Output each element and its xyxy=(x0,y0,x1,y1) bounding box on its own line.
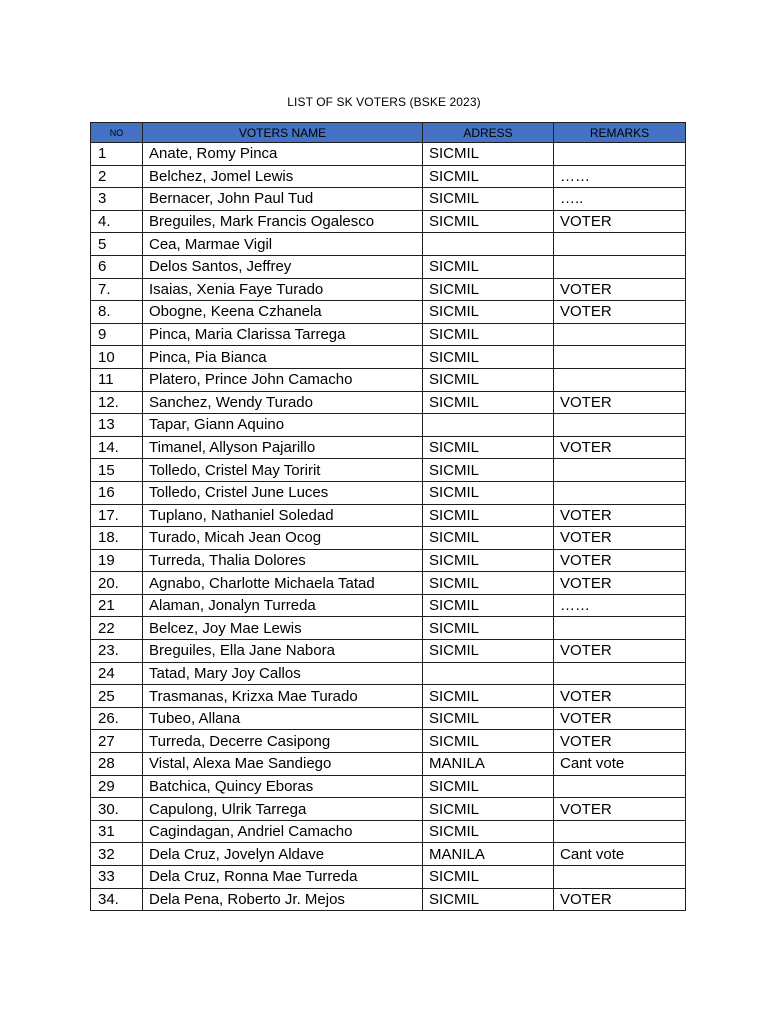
cell-voter-name: Tuplano, Nathaniel Soledad xyxy=(143,504,423,527)
cell-voter-name: Sanchez, Wendy Turado xyxy=(143,391,423,414)
cell-address: SICMIL xyxy=(423,459,554,482)
cell-remarks: VOTER xyxy=(554,504,686,527)
cell-no: 13 xyxy=(91,414,143,437)
cell-voter-name: Dela Cruz, Jovelyn Aldave xyxy=(143,843,423,866)
cell-address: SICMIL xyxy=(423,436,554,459)
table-row xyxy=(91,820,686,843)
cell-address: SICMIL xyxy=(423,888,554,911)
cell-no: 29 xyxy=(91,775,143,798)
cell-address: SICMIL xyxy=(423,346,554,369)
cell-no: 14. xyxy=(91,436,143,459)
cell-no: 28 xyxy=(91,753,143,776)
cell-voter-name: Agnabo, Charlotte Michaela Tatad xyxy=(143,572,423,595)
table-row xyxy=(91,143,686,166)
cell-no: 2 xyxy=(91,165,143,188)
table-row xyxy=(91,436,686,459)
cell-voter-name: Cagindagan, Andriel Camacho xyxy=(143,820,423,843)
cell-voter-name: Trasmanas, Krizxa Mae Turado xyxy=(143,685,423,708)
cell-voter-name: Tolledo, Cristel May Toririt xyxy=(143,459,423,482)
cell-address: SICMIL xyxy=(423,572,554,595)
cell-voter-name: Tapar, Giann Aquino xyxy=(143,414,423,437)
table-row xyxy=(91,301,686,324)
cell-voter-name: Bernacer, John Paul Tud xyxy=(143,188,423,211)
cell-remarks xyxy=(554,617,686,640)
cell-address: SICMIL xyxy=(423,594,554,617)
cell-address: SICMIL xyxy=(423,549,554,572)
cell-address: SICMIL xyxy=(423,730,554,753)
cell-remarks: VOTER xyxy=(554,436,686,459)
cell-no: 3 xyxy=(91,188,143,211)
cell-address: SICMIL xyxy=(423,617,554,640)
cell-remarks: VOTER xyxy=(554,730,686,753)
header-voters-name: VOTERS NAME xyxy=(143,123,423,143)
cell-no: 22 xyxy=(91,617,143,640)
cell-remarks: VOTER xyxy=(554,640,686,663)
cell-voter-name: Breguiles, Ella Jane Nabora xyxy=(143,640,423,663)
cell-voter-name: Isaias, Xenia Faye Turado xyxy=(143,278,423,301)
table-row xyxy=(91,414,686,437)
header-no: NO xyxy=(91,123,143,143)
table-row xyxy=(91,866,686,889)
cell-address: SICMIL xyxy=(423,527,554,550)
cell-address: SICMIL xyxy=(423,255,554,278)
cell-remarks xyxy=(554,481,686,504)
cell-voter-name: Anate, Romy Pinca xyxy=(143,143,423,166)
cell-voter-name: Batchica, Quincy Eboras xyxy=(143,775,423,798)
table-row xyxy=(91,504,686,527)
table-row xyxy=(91,278,686,301)
cell-voter-name: Pinca, Pia Bianca xyxy=(143,346,423,369)
cell-remarks: VOTER xyxy=(554,210,686,233)
cell-voter-name: Belcez, Joy Mae Lewis xyxy=(143,617,423,640)
cell-address xyxy=(423,414,554,437)
cell-no: 16 xyxy=(91,481,143,504)
cell-remarks: …… xyxy=(554,165,686,188)
cell-remarks xyxy=(554,820,686,843)
cell-remarks xyxy=(554,414,686,437)
cell-address: SICMIL xyxy=(423,820,554,843)
table-row xyxy=(91,662,686,685)
table-row xyxy=(91,346,686,369)
table-row xyxy=(91,527,686,550)
cell-address: SICMIL xyxy=(423,866,554,889)
cell-no: 4. xyxy=(91,210,143,233)
table-row xyxy=(91,459,686,482)
cell-no: 24 xyxy=(91,662,143,685)
cell-remarks: VOTER xyxy=(554,707,686,730)
cell-no: 33 xyxy=(91,866,143,889)
cell-voter-name: Alaman, Jonalyn Turreda xyxy=(143,594,423,617)
cell-voter-name: Platero, Prince John Camacho xyxy=(143,368,423,391)
table-header-row xyxy=(91,123,686,143)
cell-remarks xyxy=(554,233,686,256)
cell-voter-name: Pinca, Maria Clarissa Tarrega xyxy=(143,323,423,346)
cell-voter-name: Turreda, Decerre Casipong xyxy=(143,730,423,753)
cell-voter-name: Timanel, Allyson Pajarillo xyxy=(143,436,423,459)
cell-no: 20. xyxy=(91,572,143,595)
cell-address: SICMIL xyxy=(423,188,554,211)
cell-no: 17. xyxy=(91,504,143,527)
cell-no: 34. xyxy=(91,888,143,911)
cell-remarks xyxy=(554,866,686,889)
cell-voter-name: Tubeo, Allana xyxy=(143,707,423,730)
cell-remarks: VOTER xyxy=(554,391,686,414)
voters-table xyxy=(90,122,686,911)
cell-address: SICMIL xyxy=(423,391,554,414)
cell-remarks: ….. xyxy=(554,188,686,211)
cell-remarks: VOTER xyxy=(554,278,686,301)
cell-voter-name: Cea, Marmae Vigil xyxy=(143,233,423,256)
cell-no: 25 xyxy=(91,685,143,708)
table-row xyxy=(91,165,686,188)
cell-no: 15 xyxy=(91,459,143,482)
table-row xyxy=(91,188,686,211)
table-row xyxy=(91,255,686,278)
cell-voter-name: Vistal, Alexa Mae Sandiego xyxy=(143,753,423,776)
table-row xyxy=(91,888,686,911)
cell-remarks xyxy=(554,255,686,278)
cell-address: SICMIL xyxy=(423,775,554,798)
cell-address: SICMIL xyxy=(423,301,554,324)
table-row xyxy=(91,481,686,504)
cell-address: MANILA xyxy=(423,843,554,866)
cell-no: 23. xyxy=(91,640,143,663)
cell-no: 9 xyxy=(91,323,143,346)
cell-no: 30. xyxy=(91,798,143,821)
cell-address: SICMIL xyxy=(423,640,554,663)
cell-remarks: Cant vote xyxy=(554,753,686,776)
cell-remarks xyxy=(554,775,686,798)
cell-remarks xyxy=(554,459,686,482)
cell-voter-name: Breguiles, Mark Francis Ogalesco xyxy=(143,210,423,233)
cell-remarks xyxy=(554,323,686,346)
cell-address: SICMIL xyxy=(423,323,554,346)
cell-address: SICMIL xyxy=(423,707,554,730)
cell-remarks: VOTER xyxy=(554,685,686,708)
table-row xyxy=(91,368,686,391)
cell-no: 10 xyxy=(91,346,143,369)
table-row xyxy=(91,549,686,572)
cell-voter-name: Belchez, Jomel Lewis xyxy=(143,165,423,188)
table-row xyxy=(91,233,686,256)
cell-address: SICMIL xyxy=(423,798,554,821)
cell-remarks: VOTER xyxy=(554,798,686,821)
cell-remarks: …… xyxy=(554,594,686,617)
cell-no: 27 xyxy=(91,730,143,753)
cell-remarks: VOTER xyxy=(554,301,686,324)
table-row xyxy=(91,730,686,753)
table-row xyxy=(91,640,686,663)
cell-voter-name: Dela Pena, Roberto Jr. Mejos xyxy=(143,888,423,911)
table-row xyxy=(91,617,686,640)
cell-address: MANILA xyxy=(423,753,554,776)
cell-address xyxy=(423,233,554,256)
cell-remarks: VOTER xyxy=(554,549,686,572)
cell-no: 5 xyxy=(91,233,143,256)
cell-address: SICMIL xyxy=(423,685,554,708)
table-row xyxy=(91,685,686,708)
table-row xyxy=(91,843,686,866)
cell-no: 21 xyxy=(91,594,143,617)
table-row xyxy=(91,707,686,730)
cell-no: 31 xyxy=(91,820,143,843)
cell-address: SICMIL xyxy=(423,504,554,527)
cell-address: SICMIL xyxy=(423,143,554,166)
cell-voter-name: Tatad, Mary Joy Callos xyxy=(143,662,423,685)
cell-no: 1 xyxy=(91,143,143,166)
cell-address: SICMIL xyxy=(423,278,554,301)
cell-voter-name: Obogne, Keena Czhanela xyxy=(143,301,423,324)
cell-remarks: VOTER xyxy=(554,572,686,595)
document-title: LIST OF SK VOTERS (BSKE 2023) xyxy=(287,95,481,109)
table-row xyxy=(91,391,686,414)
cell-voter-name: Dela Cruz, Ronna Mae Turreda xyxy=(143,866,423,889)
table-row xyxy=(91,775,686,798)
cell-address: SICMIL xyxy=(423,481,554,504)
cell-voter-name: Turreda, Thalia Dolores xyxy=(143,549,423,572)
cell-no: 8. xyxy=(91,301,143,324)
cell-address: SICMIL xyxy=(423,368,554,391)
cell-remarks: Cant vote xyxy=(554,843,686,866)
cell-remarks xyxy=(554,368,686,391)
cell-no: 12. xyxy=(91,391,143,414)
cell-remarks xyxy=(554,143,686,166)
header-address: ADRESS xyxy=(423,123,554,143)
cell-no: 32 xyxy=(91,843,143,866)
table-row xyxy=(91,210,686,233)
cell-address: SICMIL xyxy=(423,210,554,233)
table-row xyxy=(91,594,686,617)
cell-remarks: VOTER xyxy=(554,527,686,550)
cell-no: 7. xyxy=(91,278,143,301)
cell-voter-name: Capulong, Ulrik Tarrega xyxy=(143,798,423,821)
cell-no: 6 xyxy=(91,255,143,278)
cell-voter-name: Turado, Micah Jean Ocog xyxy=(143,527,423,550)
table-row xyxy=(91,323,686,346)
voters-table-body xyxy=(91,143,686,911)
cell-remarks: VOTER xyxy=(554,888,686,911)
cell-address: SICMIL xyxy=(423,165,554,188)
cell-no: 26. xyxy=(91,707,143,730)
table-row xyxy=(91,572,686,595)
cell-remarks xyxy=(554,346,686,369)
cell-remarks xyxy=(554,662,686,685)
cell-no: 18. xyxy=(91,527,143,550)
table-row xyxy=(91,798,686,821)
header-remarks: REMARKS xyxy=(554,123,686,143)
cell-address xyxy=(423,662,554,685)
cell-voter-name: Tolledo, Cristel June Luces xyxy=(143,481,423,504)
table-row xyxy=(91,753,686,776)
cell-no: 19 xyxy=(91,549,143,572)
cell-no: 11 xyxy=(91,368,143,391)
cell-voter-name: Delos Santos, Jeffrey xyxy=(143,255,423,278)
